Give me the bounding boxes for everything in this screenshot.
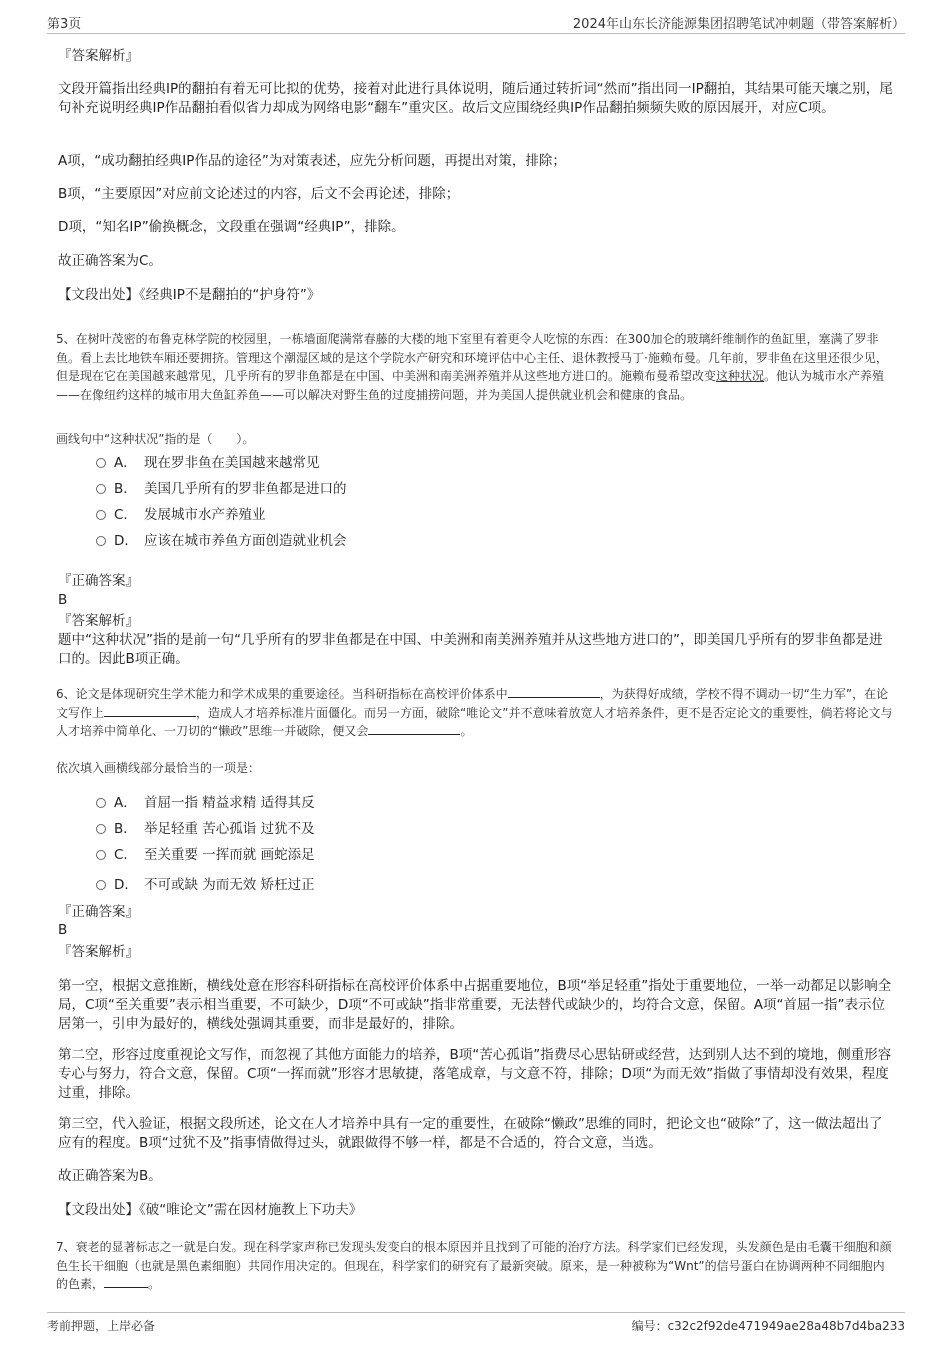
q7-stem-part: 7、衰老的显著标志之一就是白发。现在科学家声称已发现头发变白的根本原因并且找到了可能的治疗方法。科学家们已经发现，头发颜色是由毛囊干细胞和颜色生长干细胞（也就是黑色素细胞）共同作用决定的。但现在，科学家们的研究有了最新突破。原来，是一种被称为“Wnt”的信号蛋白在协调两种不同细胞内的色素， — [56, 1240, 892, 1291]
q5-stem-part: 5、在树叶茂密的布鲁克林学院的校园里，一栋墙面爬满常春藤的大楼的地下室里有着更令人吃惊的东西：在300加仑的玻璃纤维制作的鱼缸里，塞满了罗非鱼。看上去比地铁车厢还要拥挤。管理这个潮湿区域的是这个学院水产研究和环境评估中心主任、退休教授马丁·施赖布曼。几年前，罗非鱼在这里还很少见，但是现在它在美国越来越常见，几乎所有的罗非鱼都是在中国、中美洲和南美洲养殖并从这些地方进口的。施赖布曼希望改变 — [56, 332, 888, 383]
q5-answer: B — [58, 592, 68, 608]
q6-analysis-p2: 第二空，形容过度重视论文写作，而忽视了其他方面能力的培养，B项“苦心孤诣”指费尽心思钻研或经营，达到别人达不到的境地，侧重形容专心与努力，符合文意，保留。C项“一挥而就”形容才思敏捷，落笔成章，与文意不符，排除；D项“为而无效”指做了事情却没有效果，程度过重，排除。 — [58, 1047, 892, 1101]
q6-analysis-p1: 第一空，根据文意推断，横线处意在形容科研指标在高校评价体系中占据重要地位，B项“举足轻重”指处于重要地位，一举一动都足以影响全局，C项“至关重要”表示相当重要，不可缺少，D项“不可或缺”指非常重要，无法替代或缺少的，均符合文意，保留。A项“首屈一指”表示位居第一，引申为最好的，横线处强调其重要，而非是最好的，排除。 — [58, 978, 892, 1032]
q6-blank-1[interactable] — [508, 685, 600, 698]
q4-option-d-analysis: D项，“知名IP”偷换概念，文段重在强调“经典IP”，排除。 — [58, 219, 405, 235]
q6-stem-part: 。 — [460, 724, 473, 738]
q4-analysis-label: 『答案解析』 — [58, 48, 139, 64]
q6-option-c[interactable] — [96, 846, 315, 864]
q6-answer: B — [58, 922, 68, 938]
q6-option-a[interactable] — [96, 794, 315, 812]
q6-blank-3[interactable] — [368, 722, 460, 735]
q6-option-d[interactable] — [96, 876, 315, 894]
q5-stem — [56, 330, 896, 404]
q7-stem — [56, 1238, 896, 1294]
q6-stem-part: ，为获得好成绩，学校不得不调动一切“生力军”，在论文写作上 — [56, 687, 889, 720]
page-header — [47, 13, 905, 34]
q6-analysis-label: 『答案解析』 — [58, 944, 139, 960]
option-key: B． — [114, 821, 137, 837]
q5-option-b[interactable] — [96, 480, 347, 498]
option-text: 至关重要 一挥而就 画蛇添足 — [144, 847, 315, 863]
q5-option-a[interactable] — [96, 454, 320, 472]
q5-analysis-label: 『答案解析』 — [58, 613, 139, 629]
page-footer — [47, 1312, 905, 1335]
q7-stem-part: 。 — [148, 1277, 161, 1291]
option-key: A． — [114, 455, 137, 471]
radio-icon[interactable] — [96, 510, 106, 520]
q4-option-b-analysis: B项，“主要原因”对应前文论述过的内容，后文不会再论述，排除； — [58, 186, 460, 202]
option-text: 应该在城市养鱼方面创造就业机会 — [144, 533, 347, 549]
radio-icon[interactable] — [96, 484, 106, 494]
radio-icon[interactable] — [96, 536, 106, 546]
radio-icon[interactable] — [96, 824, 106, 834]
option-text: 举足轻重 苦心孤诣 过犹不及 — [144, 821, 315, 837]
document-code: 编号：c32c2f92de471949ae28a48b7d4ba233 — [631, 1319, 905, 1333]
option-key: D． — [114, 877, 138, 893]
option-text: 发展城市水产养殖业 — [144, 507, 266, 523]
q5-option-d[interactable] — [96, 532, 347, 550]
radio-icon[interactable] — [96, 458, 106, 468]
q5-option-c[interactable] — [96, 506, 266, 524]
radio-icon[interactable] — [96, 850, 106, 860]
option-text: 不可或缺 为而无效 矫枉过正 — [144, 877, 315, 893]
q5-stem-part: 。他认为城市水产养殖——在像纽约这样的城市用大鱼缸养鱼——可以解决对野生鱼的过度捕捞问题，并为美国人提供就业机会和健康的食品。 — [56, 369, 885, 402]
q5-analysis: 题中“这种状况”指的是前一句“几乎所有的罗非鱼都是在中国、中美洲和南美洲养殖并从这些地方进口的”，即美国几乎所有的罗非鱼都是进口的。因此B项正确。 — [58, 632, 883, 667]
footer-slogan: 考前押题，上岸必备 — [47, 1319, 156, 1333]
option-text: 美国几乎所有的罗非鱼都是进口的 — [144, 481, 347, 497]
q6-analysis-p3: 第三空，代入验证，根据文段所述，论文在人才培养中具有一定的重要性，在破除“懒政”思维的同时，把论文也“破除”了，这一做法超出了应有的程度。B项“过犹不及”指事情做得过头，就跟做得不够一样，都是不合适的，符合文意，当选。 — [58, 1116, 883, 1151]
q6-source: 【文段出处】《破“唯论文”需在因材施教上下功夫》 — [58, 1202, 363, 1218]
q6-stem-part: 6、论文是体现研究生学术能力和学术成果的重要途径。当科研指标在高校评价体系中 — [56, 687, 508, 701]
q6-conclusion: 故正确答案为B。 — [58, 1168, 162, 1184]
option-key: A． — [114, 795, 137, 811]
q6-stem — [56, 685, 896, 741]
option-key: D． — [114, 533, 138, 549]
q5-underlined-phrase: 这种状况 — [716, 369, 765, 383]
q4-analysis: 文段开篇指出经典IP的翻拍有着无可比拟的优势，接着对此进行具体说明，随后通过转折词“然而”指出同一IP翻拍，其结果可能天壤之别，尾句补充说明经典IP作品翻拍看似省力却成为网络电影“翻车”重灾区。故后文应围绕经典IP作品翻拍频频失败的原因展开，对应C项。 — [58, 81, 893, 116]
q4-conclusion: 故正确答案为C。 — [58, 253, 162, 269]
option-text: 首屈一指 精益求精 适得其反 — [144, 795, 315, 811]
page-number: 第3页 — [47, 17, 82, 32]
q6-question: 依次填入画横线部分最恰当的一项是： — [56, 761, 261, 775]
q5-answer-label: 『正确答案』 — [58, 573, 139, 589]
option-key: B． — [114, 481, 137, 497]
radio-icon[interactable] — [96, 798, 106, 808]
q6-answer-label: 『正确答案』 — [58, 904, 139, 920]
q4-source: 【文段出处】《经典IP不是翻拍的“护身符”》 — [58, 287, 321, 303]
q6-stem-part: ，造成人才培养标准片面僵化。而另一方面，破除“唯论文”并不意味着放宽人才培养条件，更不是否定论文的重要性，倘若将论文与人才培养中简单化、一刀切的“懒政”思维一并破除，便又会 — [56, 705, 893, 738]
q5-question: 画线句中“这种状况”指的是（ ）。 — [56, 432, 255, 446]
document-title: 2024年山东长济能源集团招聘笔试冲刺题（带答案解析） — [572, 17, 905, 32]
option-key: C． — [114, 847, 137, 863]
radio-icon[interactable] — [96, 880, 106, 890]
q6-option-b[interactable] — [96, 820, 315, 838]
q4-option-a-analysis: A项，“成功翻拍经典IP作品的途径”为对策表述，应先分析问题，再提出对策，排除； — [58, 153, 566, 169]
q6-blank-2[interactable] — [104, 704, 196, 717]
option-key: C． — [114, 507, 137, 523]
option-text: 现在罗非鱼在美国越来越常见 — [144, 455, 320, 471]
q7-blank[interactable] — [104, 1275, 148, 1288]
